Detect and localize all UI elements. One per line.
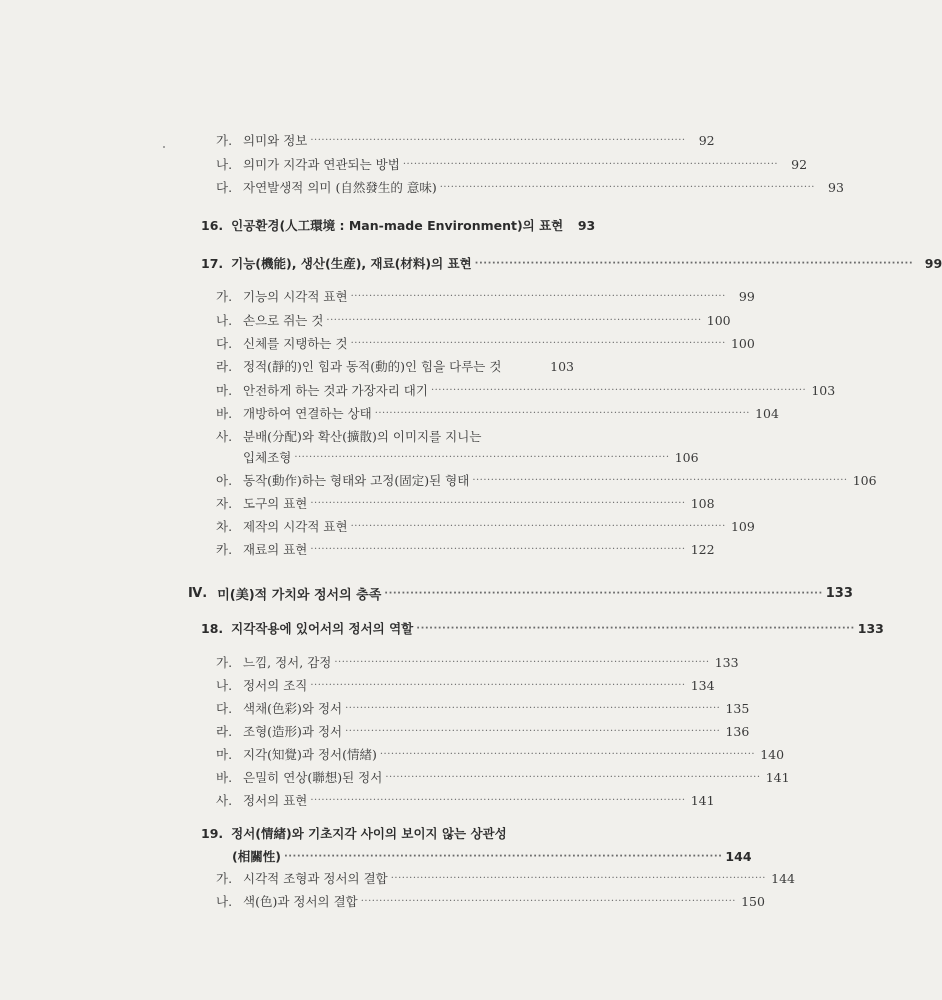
entry-marker: 다. bbox=[216, 336, 233, 351]
section-number: 16. bbox=[201, 217, 224, 233]
entry-page: 150 bbox=[741, 893, 765, 909]
dot-leader: ······································································································ bbox=[283, 850, 723, 862]
entry-marker: 자. bbox=[216, 496, 233, 511]
toc-section-heading bbox=[0, 822, 628, 844]
section-title: 인공환경(人工環境 : Man-made Environment)의 표현 bbox=[231, 218, 564, 233]
section-title: 정서(情緖)와 기초지각 사이의 보이지 않는 상관성 bbox=[231, 826, 507, 841]
entry-title: 의미와 정보 bbox=[243, 133, 308, 148]
toc-entry-continuation bbox=[0, 446, 699, 468]
entry-page: 141 bbox=[765, 769, 790, 785]
toc-entry bbox=[0, 332, 755, 354]
toc-entry bbox=[0, 674, 715, 696]
dot-leader: ······································································································ bbox=[374, 407, 750, 419]
entry-title: 지각(知覺)과 정서(情緖) bbox=[243, 747, 377, 762]
toc-entry bbox=[0, 379, 836, 401]
entry-page: 106 bbox=[852, 472, 877, 488]
entry-page: 122 bbox=[690, 541, 715, 557]
entry-marker: 가. bbox=[216, 289, 233, 304]
entry-marker: 바. bbox=[216, 770, 233, 785]
toc-entry bbox=[0, 789, 715, 811]
entry-title: 정서의 표현 bbox=[243, 793, 308, 808]
entry-marker: 나. bbox=[216, 313, 233, 328]
toc-section-heading bbox=[0, 617, 884, 639]
section-page: 93 bbox=[577, 217, 596, 233]
toc-entry bbox=[0, 176, 844, 198]
dot-leader: ······································································································ bbox=[345, 725, 721, 737]
toc-entry bbox=[0, 129, 715, 151]
entry-title: 정적(靜的)인 힘과 동적(動的)인 힘을 다루는 것 bbox=[243, 359, 502, 374]
entry-page: 99 bbox=[738, 288, 755, 304]
dot-leader: ······································································································ bbox=[439, 181, 815, 193]
entry-title: 시각적 조형과 정서의 결합 bbox=[243, 871, 388, 886]
toc-entry bbox=[0, 766, 790, 788]
entry-page: 106 bbox=[674, 449, 699, 465]
toc-entry bbox=[0, 515, 755, 537]
part-page: 133 bbox=[825, 585, 853, 601]
dot-leader: ······································································································ bbox=[474, 257, 914, 269]
section-title: (相關性) bbox=[232, 849, 281, 864]
dot-leader: ······································································································ bbox=[310, 497, 686, 509]
entry-page: 134 bbox=[690, 677, 715, 693]
entry-marker: 카. bbox=[216, 542, 233, 557]
entry-marker: 아. bbox=[216, 473, 233, 488]
dot-leader: ······································································································ bbox=[310, 679, 686, 691]
entry-page: 136 bbox=[725, 723, 750, 739]
dot-leader: ······································································································ bbox=[350, 520, 726, 532]
dot-leader: ······································································································ bbox=[310, 543, 686, 555]
entry-marker: 라. bbox=[216, 359, 233, 374]
toc-section-continuation bbox=[0, 845, 752, 867]
entry-title: 색채(色彩)와 정서 bbox=[243, 701, 343, 716]
entry-page: 141 bbox=[690, 792, 715, 808]
entry-title: 은밀히 연상(聯想)된 정서 bbox=[243, 770, 383, 785]
entry-title: 제작의 시각적 표현 bbox=[243, 519, 348, 534]
entry-title: 의미가 지각과 연관되는 방법 bbox=[243, 157, 400, 172]
toc-section-heading bbox=[0, 252, 942, 274]
entry-marker: 가. bbox=[216, 655, 233, 670]
entry-title: 조형(造形)과 정서 bbox=[243, 724, 343, 739]
section-title: 기능(機能), 생산(生産), 재료(材料)의 표현 bbox=[231, 256, 472, 271]
entry-page: 108 bbox=[690, 495, 715, 511]
entry-title: 느낌, 정서, 감정 bbox=[243, 655, 332, 670]
toc-entry bbox=[0, 285, 755, 307]
entry-title: 신체를 지탱하는 것 bbox=[243, 336, 348, 351]
section-title: 지각작용에 있어서의 정서의 역할 bbox=[231, 621, 414, 636]
dot-leader: ······································································································ bbox=[402, 158, 779, 170]
dot-leader: ······································································································ bbox=[360, 895, 736, 907]
section-number: 19. bbox=[201, 825, 224, 841]
entry-marker: 사. bbox=[216, 793, 233, 808]
entry-title: 도구의 표현 bbox=[243, 496, 308, 511]
entry-title: 색(色)과 정서의 결합 bbox=[243, 894, 358, 909]
entry-title: 안전하게 하는 것과 가장자리 대기 bbox=[243, 383, 428, 398]
entry-title: 정서의 조직 bbox=[243, 678, 308, 693]
entry-page: 133 bbox=[714, 654, 739, 670]
dot-leader: ······································································································ bbox=[416, 622, 855, 634]
part-number: Ⅳ. bbox=[188, 585, 208, 601]
entry-page: 100 bbox=[730, 335, 755, 351]
entry-marker: 나. bbox=[216, 894, 233, 909]
entry-marker: 마. bbox=[216, 383, 233, 398]
toc-entry bbox=[0, 538, 715, 560]
toc-section-heading bbox=[0, 214, 628, 236]
toc-entry bbox=[0, 743, 785, 765]
toc-entry bbox=[0, 153, 808, 175]
toc-part-heading bbox=[0, 582, 853, 604]
dot-leader: ······································································································ bbox=[310, 134, 686, 146]
entry-title: 개방하여 연결하는 상태 bbox=[243, 406, 372, 421]
entry-title: 손으로 쥐는 것 bbox=[243, 313, 324, 328]
entry-marker: 가. bbox=[216, 133, 233, 148]
dot-leader: ······································································································ bbox=[350, 290, 726, 302]
dot-leader: ······································································································ bbox=[310, 794, 686, 806]
dot-leader: ······································································································ bbox=[294, 451, 670, 463]
section-number: 17. bbox=[201, 255, 224, 271]
dot-leader: ······································································································ bbox=[385, 771, 761, 783]
toc-entry bbox=[0, 720, 750, 742]
entry-title: 입체조형 bbox=[243, 450, 292, 465]
entry-marker: 다. bbox=[216, 180, 233, 195]
entry-title: 재료의 표현 bbox=[243, 542, 308, 557]
toc-entry bbox=[0, 355, 628, 377]
section-page: 144 bbox=[725, 848, 752, 864]
toc-entry bbox=[0, 890, 765, 912]
entry-page: 103 bbox=[811, 382, 836, 398]
entry-page: 140 bbox=[760, 746, 785, 762]
dot-leader: ······································································································ bbox=[345, 702, 721, 714]
entry-page: 104 bbox=[755, 405, 779, 421]
entry-page: 135 bbox=[725, 700, 750, 716]
entry-marker: 차. bbox=[216, 519, 233, 534]
entry-marker: 나. bbox=[216, 678, 233, 693]
part-title: 미(美)적 가치와 정서의 충족 bbox=[217, 587, 382, 603]
section-page: 133 bbox=[857, 620, 884, 636]
dot-leader: ······································································································ bbox=[472, 474, 848, 486]
toc-entry bbox=[0, 309, 731, 331]
dot-leader: ······································································································ bbox=[390, 872, 766, 884]
toc-entry bbox=[0, 867, 795, 889]
entry-marker: 가. bbox=[216, 871, 233, 886]
section-number: 18. bbox=[201, 620, 224, 636]
entry-marker: 다. bbox=[216, 701, 233, 716]
toc-entry bbox=[0, 425, 628, 447]
entry-page: 100 bbox=[706, 312, 731, 328]
toc-entry bbox=[0, 492, 715, 514]
entry-marker: 마. bbox=[216, 747, 233, 762]
dot-leader: ······································································································ bbox=[334, 656, 710, 668]
toc-entry bbox=[0, 697, 750, 719]
entry-title: 동작(動作)하는 형태와 고정(固定)된 형태 bbox=[243, 473, 470, 488]
entry-title: 기능의 시각적 표현 bbox=[243, 289, 348, 304]
entry-page: 92 bbox=[698, 132, 715, 148]
entry-page: 93 bbox=[828, 179, 844, 195]
entry-marker: 바. bbox=[216, 406, 233, 421]
entry-title: 자연발생적 의미 (自然發生的 意味) bbox=[243, 180, 437, 195]
entry-marker: 나. bbox=[216, 157, 233, 172]
entry-marker: 라. bbox=[216, 724, 233, 739]
entry-page: 92 bbox=[791, 156, 808, 172]
entry-page: 144 bbox=[771, 870, 795, 886]
entry-title: 분배(分配)와 확산(擴散)의 이미지를 지니는 bbox=[243, 429, 482, 444]
entry-page: 103 bbox=[550, 358, 574, 374]
dot-leader: ······································································································ bbox=[384, 587, 823, 599]
toc-entry bbox=[0, 402, 779, 424]
dot-leader: ······································································································ bbox=[430, 384, 807, 396]
dot-leader: ······································································································ bbox=[350, 337, 726, 349]
dot-leader: ······································································································ bbox=[379, 748, 756, 760]
dot-leader: ······································································································ bbox=[326, 314, 702, 326]
section-page: 99 bbox=[924, 255, 942, 271]
entry-page: 109 bbox=[730, 518, 755, 534]
entry-marker: 사. bbox=[216, 429, 233, 444]
toc-entry bbox=[0, 651, 739, 673]
toc-entry bbox=[0, 469, 877, 491]
